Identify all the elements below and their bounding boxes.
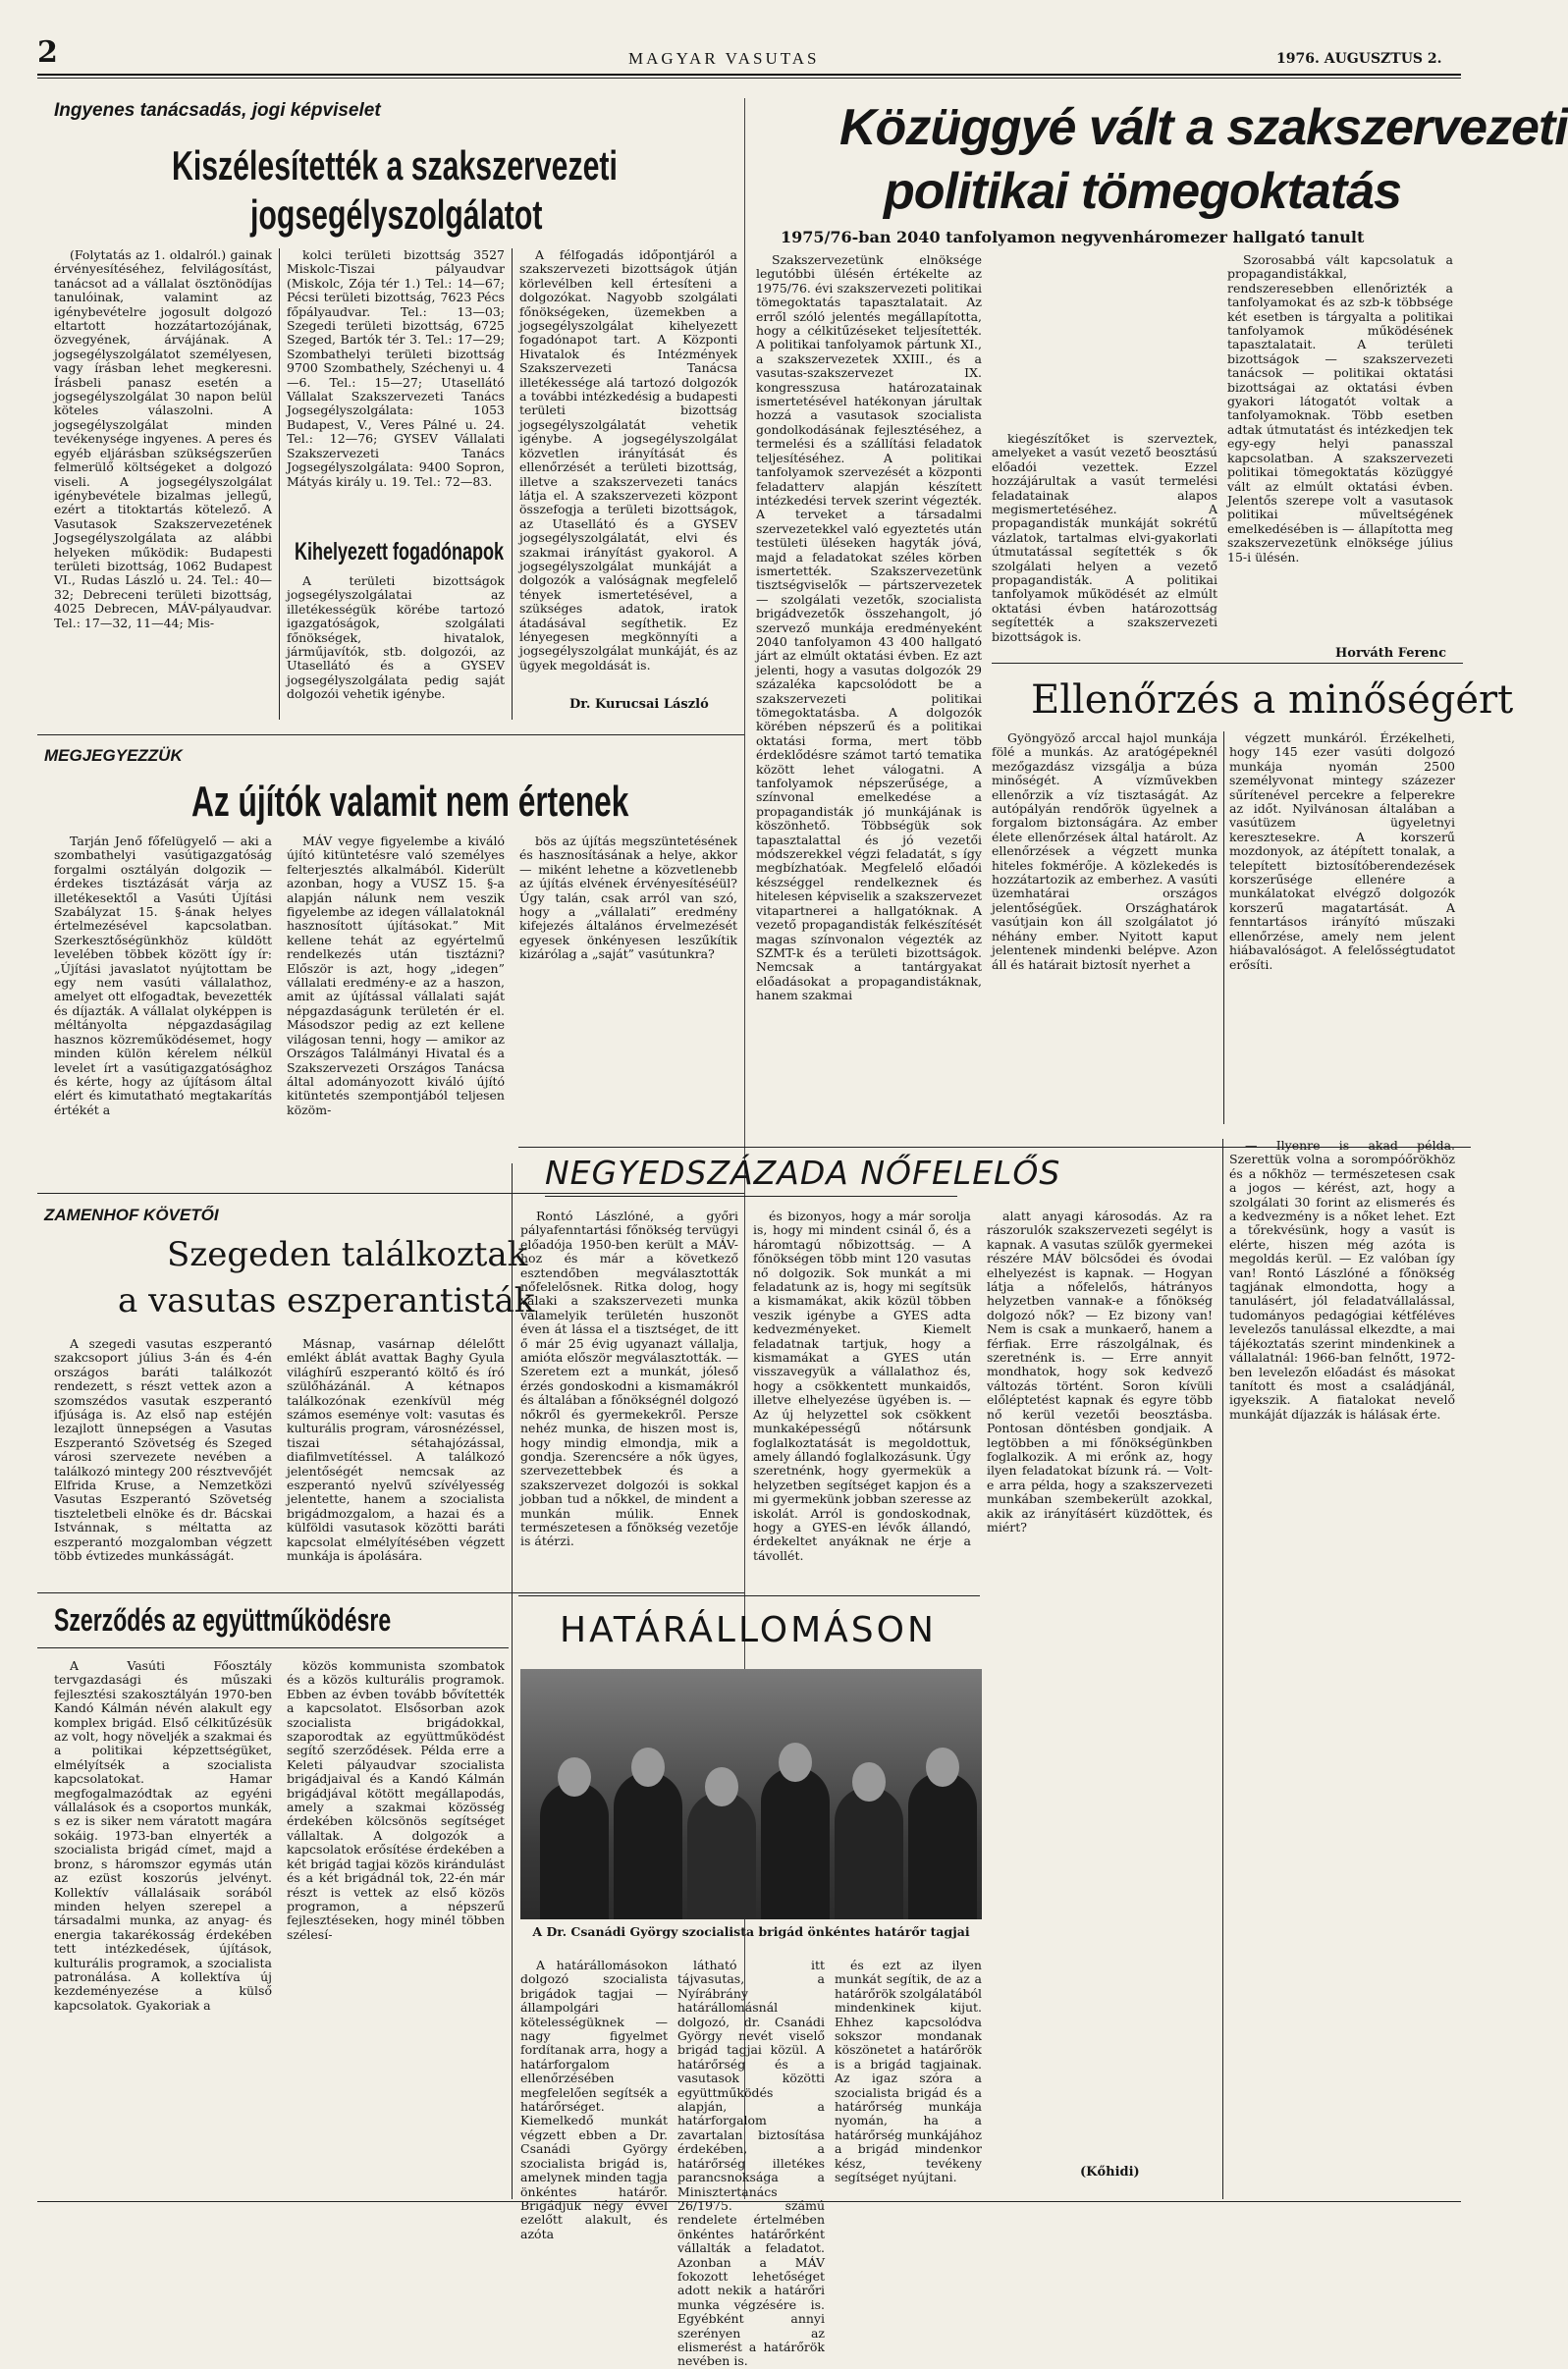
esperanto-column-1: A szegedi vasutas eszperantó szakcsoport július 3-án és 4-én országos baráti találkozót rendezett, s részt vettek azon a szomszédos vasutak eszperantó ifjúsága is. Az első nap estéjén lezajlott ünnepségen a Vasutas Eszperantó Szövetség és Szeged városi szervezete nevében a találkozó mintegy 200 résztvevőjét Elfrida Kruse, a Nemzetközi Vasutas Eszperantó Szövetség tiszteletbeli elnöke és dr. Bácskai Istvánnak, s méltatta az eszperantó mozgalomban végzett több évtizedes munkásságát. (54, 1336, 272, 1564)
cooperation-column-1: A Vasúti Főosztály tervgazdasági és műszaki fejlesztési szakosztályán 1970-ben Kandó Kálmán névén alakult egy komplex brigád. Első célkitűzésük az volt, hogy növeljék a szakmai és a politikai képzettségüket, elmélyítsék a szocialista kapcsolatokat. Hamar megfogalmazódtak az egyéni vállalások és a csoportos munkák, s ez is siker nem váratott magára sokáig. 1973-ban elnyerték a szocialista brigád címet, majd a bronz, s háromszor egymás után az ezüst koszorús jelvényt. Kollektív vállalásaik sorából minden helyen szerepel a társadalmi munka, az anyag- és energia takarékosság érdekében tett intézkedések, újítások, kulturális programok, a szocialista patronálása. A kollektíva új kezdeményezése a külső kapcsolatok. Gyakoriak a (54, 1658, 272, 2013)
border-title: HATÁRÁLLOMÁSON (560, 1610, 937, 1650)
page-number: 2 (37, 35, 58, 70)
politics-subtitle: 1975/76-ban 2040 tanfolyamon negyvenháromezer hallgató tanult (781, 228, 1365, 246)
border-column-1: A határállomásokon dolgozó szocialista brigádok tagjai — állampolgári kötelességüknek — nagy figyelmet fordítanak arra, hogy a határforgalom ellenőrzésében megfelelően segítsék a határőrséget. Kiemelkedő munkát végzett ebben a Dr. Csanádi György szocialista brigád is, amelynek minden tagja önkéntes határőr. Brigádjuk négy évvel ezelőtt alakult, és azóta (520, 1958, 668, 2241)
cooperation-title: Szerződés az együttműködésre (54, 1602, 392, 1638)
esperanto-column-2: Másnap, vasárnap délelőtt emlékt áblát avattak Baghy Gyula világhírű eszperantó költő és író szülőházánál. A kétnapos találkozónak ezenkívül még számos eseménye volt: vasutas és kulturális program, városnézéssel, tiszai sétahajózással, diafilmvetítéssel. A találkozó jelentőségét nemcsak az eszperantó nyelvű szívélyesség jelentette, hanem a szocialista brigádmozgalom, a hazai és a külföldi vasutasok közötti baráti kapcsolat elmélyítésében végzett munkája is ápolására. (287, 1336, 505, 1564)
legal-column-3: A félfogadás időpontjáról a szakszervezeti bizottságok útján körlevélben kell értesíteni a dolgozókat. Nagyobb szolgálati főnökségeken, üzemekben a jogsegélyszolgálat kihelyezett fogadónapot tart. A Központi Hivatalok és Intézmények Szakszervezeti Tanácsa illetékessége alá tartozó dolgozók a további intézkedésig a budapesti területi bizottság jogsegélyszolgálatát vehetik igénybe. A jogsegélyszolgálat közvetlen irányítását és ellenőrzését a területi bizottság, illetve a szakszervezeti tanács látja el. A szakszervezeti központ összefogja a területi bizottságok, az Utasellátó és a GYSEV jogsegélyszolgálatát, elvi és szakmai irányítást gyakorol. A jogsegélyszolgálat munkáját a dolgozók a valóságnak megfelelő tények ismertetésével, a szükséges adatok, iratok átadásával segíthetik. Ez lényegesen megkönnyíti a jogsegélyszolgálat munkáját, és az ügyek megoldását is. (519, 247, 737, 673)
issue-date: 1976. AUGUSZTUS 2. (1276, 51, 1442, 67)
legal-column-2: kolci területi bizottság 3527 Miskolc-Tiszai pályaudvar (Miskolc, Zója tér 1.) Tel.: 14—67; Pécsi területi bizottság, 7623 Pécs főpályaudvar. Tel.: 13—03; Szegedi területi bizottság, 6725 Szeged, Bartók tér 3. Tel.: 17—29; Szombathelyi területi bizottság 9700 Szombathely, Széchenyi u. 4—6. Tel.: 15—27; Utasellátó Vállalat Szakszervezeti Tanács Jogsegélyszolgálata: 1053 Budapest, V., Veres Pálné u. 24. Tel.: 12—76; GYSEV Vállalati Szakszervezeti Tanács Jogsegélyszolgálata: 9400 Sopron, Mátyás király u. 19. Tel.: 72—83. (287, 247, 505, 489)
legal-title-line1: Kiszélesítették a szakszervezeti (172, 142, 618, 188)
inspection-title: Ellenőrzés a minőségért (1031, 677, 1514, 723)
politics-title-line1: Közüggyé vált a szakszervezeti (839, 99, 1568, 156)
women-column-4-cont: — Ilyenre is akad példa. Szerettük volna a sorompóőrökhöz és a nőkhöz — természetesen csak a jogos — kérést, azt, hogy a szolgálati 30 forint az elismerés és a kedvezmény is a nőket lehet. Ezt a tőrekvésünk, hogy a vasút is elérte, hiszen még azóta is megoldás kerül. — Ez valóban így van! Rontó Lászlóné a főnökség tagjának elmondotta, hogy a tanulásért, jól feladatvállalással, tudományos pedagógiai kétféléves levelezős tanulással elkezdte, a mai tájékoztatás szerint mindenkinek a vállalatnál: 1966-ban felnőtt, 1972-ben levelezőn előadást és másokat tanított és most a családjánál, igyekszik. A fiatalokat nevelő munkáját díjazzák is hálásak érte. (1229, 1138, 1455, 1422)
innovators-column-3: bös az újítás megszüntetésének és hasznosításának a helye, akkor — miként lehetne a közvetlenebb az újítás elvének érvényesítéséül? Úgy talán, csak arról van szó, hogy a „vállalati” eredmény kifejezés általános érvelmezését egyesek önkényesen leszűkítik kizárólag a „saját” vasútunkra? (519, 834, 737, 962)
women-title: NEGYEDSZÁZADA NŐFELELŐS (545, 1154, 1061, 1192)
politics-author: Horváth Ferenc (1335, 646, 1447, 661)
esperanto-title-line2: a vasutas eszperantisták (118, 1281, 535, 1320)
innovators-column-1: Tarján Jenő főfelügyelő — aki a szombathelyi vasútigazgatóság forgalmi osztályán dolgozik — érdekes tisztázását várja az illetékesektől a Vasúti Újítási Szabályzat 15. §-ának helyes értelmezésével kapcsolatban. Szerkesztőségünkhöz küldött levelében többek között így ír: „Újítási javaslatot nyújtottam be egy nem vasúti vállalathoz, amelyet ott elfogadtak, bevezették és díjazták. A vállalat olyképpen is méltányolta népgazdaságilag hasznos közreműködésemet, hogy minden külön kérelem nélkül levelet írt a vasútigazgatósághoz és kérte, hogy az újításom által elért és kimutatható megtakarítás értékét a (54, 834, 272, 1117)
women-author: (Kőhidi) (1080, 2165, 1140, 2180)
legal-column-2b: A területi bizottságok jogsegélyszolgálatai az illetékességük körébe tartozó igazgatóságok, szolgálati főnökségek, hivatalok, járműjavítók, stb. dolgozói, az Utasellátó és a GYSEV jogsegélyszolgálata pedig saját dolgozói vehetik igénybe. (287, 573, 505, 702)
inspection-column-2: végzett munkáról. Érzékelheti, hogy 145 ezer vasúti dolgozó munkája nyomán 2500 személyvonat mintegy százezer sűrítenével percekre a felperekre az időt. Nyilvánosan általában a vasútüzem ügyeletnyi keresztesekre. A korszerű mozdonyok, az átépített tonalak, a telepített biztosítóberendezések korszerűsége ellenére a munkálatokat elvégző dolgozók korszerű magatartását. A fenntartásos irányító műszaki ellenőrzése, amely nem jelent hiábavalóságot. A felelősségtudatot erősíti. (1229, 730, 1455, 972)
women-column-2: és bizonyos, hogy a már sorolja is, hogy mi mindent csinál ő, és a háromtagú nőbizottság. — A főnökségen több mint 120 vasutas nő dolgozik. Sok munkát a mi feladatunk az is, hogy mi segítsük a kismamákat, akik közül többen veszik igénybe a GYES adta kedvezményeket. Kiemelt feladatnak tartjuk, hogy a kismamákat a GYES után visszavegyük a vállalathoz és, hogy a csökkentett munkaidős, illetve elhelyezése ügyében is. — Az új helyzettel sok csökkent munkaképességű nőtársunk foglalkoztatását is megoldottuk, amely állandó foglalkozásunk. Úgy szeretnénk, hogy gyermekük a helyzetben segítséget kapjon és a mi gyermekünk jobban szeresse az iskolát. Arról is gondoskodnak, hogy a GYES-en lévők állandó, érdekeltet anyáknak ne érje a távollét. (753, 1209, 971, 1563)
innovators-title: Az újítók valamit nem értenek (191, 778, 629, 826)
esperanto-title-line1: Szegeden találkoztak (167, 1235, 528, 1274)
politics-column-2: kiegészítőket is szerveztek, amelyeket a vasút vezető beosztású előadói vezettek. Ezzel hozzájárultak a vasút termelési feladatainak alapos megismertetéséhez. A propagandisták munkáját sokrétű vázlatok, tartalmas elvi-gyakorlati útmutatással segítették s ők szolgálati helyen a vezető propagandisták. A politikai tanfolyamok működését az elmúlt oktatási évben határozottság segítették a szakszervezeti bizottságok is. (992, 431, 1217, 644)
innovators-kicker: MEGJEGYEZZÜK (44, 746, 183, 765)
legal-author: Dr. Kurucsai László (569, 697, 709, 712)
women-column-1: Rontó Lászlóné, a győri pályafenntartási főnökség tervügyi előadója 1950-ben került a MÁV-hoz és már a következő esztendőben megválasztották nőfelelősnek. Ritka dolog, hogy valaki a szakszervezeti munka valamelyik területén huszonöt éven át lássa el a tisztséget, de itt ő már 25 évig ugyanazt vállalja, amióta először megválasztották. — Szeretem ezt a munkát, jóleső érzés gondoskodni a kismamákról és általában a főnökségnél dolgozó nőkről és gyermekekről. Persze nehéz munka, de hiszen most is, hogy mindig elmondja, mik a gondja. Szerencsére a nők ügyes, szervezettebbek és a szakszervezet dolgozói is sokkal jobban tud a nőkkel, de mindent a munkán múlik. Ennek természetesen a főnökség vezetője is átérzi. (520, 1209, 738, 1549)
legal-column-1: (Folytatás az 1. oldalról.) gainak érvényesítéséhez, felvilágosítást, tanácsot ad a vállalat ösztönödíjas tanulóinak, valamint az igénybevételre jogosult dolgozó eltartott hozzátartozójának, özvegyének, árvájának. A jogsegélyszolgálatot személyesen, vagy írásban lehet megkeresni. Írásbeli panasz esetén a jogsegélyszolgálat 30 napon belül köteles válaszolni. A jogsegélyszolgálat minden tevékenysége ingyenes. A peres és egyéb eljárásban szükségszerűen felmerülő költségeket a dolgozó viseli. A jogsegélyszolgálat igénybevétele bizalmas jellegű, ezért a titoktartás kötelező. A Vasutasok Szakszervezetének Jogsegélyszolgálata az alábbi helyeken működik: Budapesti területi bizottság, 1062 Budapest VI., Rudas László u. 24. Tel.: 40—32; Debreceni területi bizottság, 4025 Debrecen, MÁV-pályaudvar. Tel.: 17—32, 11—44; Mis- (54, 247, 272, 630)
border-column-2: látható itt tájvasutas, a Nyírábrány határállomásnál dolgozó, dr. Csanádi György nevét viselő brigád tagjai közül. A határőrség és a vasutasok közötti együttműködés alapján, a határforgalom zavartalan biztosítása érdekében, a határőrség illetékes parancsnoksága a Minisztertanács 26/1975. számú rendelete értelmében önkéntes határőrként vállalták a feladatot. Azonban a MÁV fokozott lehetőséget adott nekik a határőri munka végzésére is. Egyébként annyi szerényen az elismerést a határőrök nevében is. (677, 1958, 825, 2369)
legal-subheading: Kihelyezett fogadónapok (295, 538, 505, 565)
inspection-column-1: Gyöngyöző arccal hajol munkája fölé a munkás. Az aratógépeknél mezőgazdász vizsgálja a búza minőségét. A vízművekben ellenőrzik a víz tisztaságát. Az autópályán rendőrök ügyelnek a forgalom biztonságára. Az ember élete ellenőrzések által határolt. Az ellenőrzések a végzett munka hiteles fokmérője. A közlekedés is hozzátartozik az emberhez. A vasúti üzemhatárai országos jelentőségűek. Országhatárok vasútjain kon áll szolgálatot jó néhány ember. Nyitott kaput jelentenek mindenki belépve. Azon áll és határait biztosít nyerhet a (992, 730, 1217, 972)
legal-title-line2: jogsegélyszolgálatot (250, 191, 543, 238)
photo-caption: A Dr. Csanádi György szocialista brigád önkéntes határőr tagjai (532, 1924, 970, 1939)
politics-column-1: Szakszervezetünk elnöksége legutóbbi ülésén értékelte az 1975/76. évi szakszervezeti politikai tömegoktatás tapasztalatait. Az erről szóló jelentés megállapította, hogy a célkitűzéseket teljesítették. A politikai tanfolyamok pártunk XI., a szakszervezetek XXIII., és a vasutas-szakszervezet IX. kongresszusa határozatainak ismertetésével hatékonyan járultak hozzá a vasutasok szocialista gondolkodásának fejlesztéséhez, a termelési és a szállítási feladatok teljesítéséhez. A politikai tanfolyamok szervezését a központi feladatterv alapján készített intézkedési tervek szerint végezték. A terveket a társadalmi szervezetekkel való egyeztetés után testületi üléseken hagyták jóvá, majd a feladatokat széles körben ismertették. Szakszervezetünk tisztségviselők — pártszervezetek — szolgálati vezetők, szocialista brigádvezetők összehangolt, jó szervező munkája eredményeként 2040 tanfolyamon 43 400 hallgató járt az elmúlt oktatási évben. Ez azt jelenti, hogy a vasutas dolgozók 29 százaléka kapcsolódott be a szakszervezeti politikai tömegoktatásba. A dolgozók körében népszerű és a politikai oktatási forma, mert több érdeklődésre számot tartó tematika között lehet válogatni. A tanfolyamok népszerűsége, a színvonal emelkedése a propagandisták jó munkájának is köszönhető. Többségük sok tapasztalattal és jó vezetői módszerekkel végzi feladatát, s így megbízhatóak. Megfelelő előadói készséggel rendelkeznek és hitelesen képviselik a szakszervezet vitapartnerei a hallgatóknak. A vezető propagandisták felkészítését magas színvonalon végezték az SZMT-k és a területi bizottságok. Nemcsak a tantárgyakat előadásokat a propagandistáknak, hanem szakmai (756, 252, 982, 1003)
paper-name: MAGYAR VASUTAS (628, 49, 820, 68)
border-column-3: és ezt az ilyen munkát segítik, de az a határőrök szolgálatából mindenkinek kijut. Ehhez kapcsolódva sokszor mondanak köszönetet a határőrök is a brigád tagjainak. Az igaz szóra a szocialista brigád és a határőrség munkája nyomán, ha a határőrség munkájához a brigád mindenkor kész, tevékeny segítséget nyújtani. (835, 1958, 982, 2185)
innovators-column-2: MÁV vegye figyelembe a kiváló újító kitüntetésre való személyes felterjesztés alkalmából. Kiderült azonban, hogy a VUSZ 15. §-a alapján nálunk nem veszik figyelembe az idegen vállalatoknál hasznosított újításokat.” Mit kellene tehát az egyértelmű rendelkezés után tisztázni? Először is azt, hogy „idegen” vállalati eredmény-e az a haszon, amit az újítással vállalati saját népgazdaságunk területén ér el. Másodszor pedig az ezt kellene világosan tenni, hogy — amikor az Országos Találmányi Hivatal és a Szakszervezeti Országos Tanácsa által adományozott kiváló újító kitüntetés szempontjából teljesen közöm- (287, 834, 505, 1117)
esperanto-kicker: ZAMENHOF KÖVETŐI (44, 1206, 219, 1224)
women-column-3: alatt anyagi károsodás. Az ra rászorulók szakszervezeti segélyt is kapnak. A vasutas szülők gyermekei részére MÁV bölcsődei és óvodai elhelyezést is kapnak. — Hogyan látja a nőfelelős, hátrányos helyzetben vannak-e a főnökség dolgozó nők? — Ez bizony van! Nem is csak a munkaerő, hanem a férfiak. Erre rászolgálnak, és szeretnénk is. — Erre annyit mondhatok, hogy sok kedvező változás történt. Soron kívüli előléptetést kapnak és egyre több nő kerül vezetői beosztásba. Pontosan döntésben gondjaik. A legtöbben a mi főnökségünkben foglalkozik. A mi erőnk az, hogy ilyen feladatokat bízunk rá. — Volt-e arra példa, hogy a szakszervezeti munkában szembekerült azokkal, akik az irányításért küzdöttek, és miért? (987, 1209, 1213, 1534)
legal-kicker: Ingyenes tanácsadás, jogi képviselet (54, 100, 381, 121)
brigade-photo (520, 1669, 982, 1919)
politics-title-line2: politikai tömegoktatás (884, 163, 1401, 220)
cooperation-column-2: közös kommunista szombatok és a közös kulturális programok. Ebben az évben tovább bővítették a kapcsolatot. Elsősorban azok szocialista brigádokkal, szaporodtak az együttműködést segítő szerződések. Példa erre a Keleti pályaudvar szocialista brigádjaival és a Kandó Kálmán brigádjával kötött megállapodás, amely a szakmai közösség érdekében kölcsönös segítséget vállaltak. A dolgozók a kapcsolatok erősítése érdekében a két brigád tagjai közös kirándulást és a két brigádnál tok, 22-én már részt is vettek az első közös programon, a népszerű fejlesztéseken, hogy minél többen szélesí- (287, 1658, 505, 1942)
politics-column-3: Szorosabbá vált kapcsolatuk a propagandistákkal, rendszeresebben ellenőrizték a tanfolyamokat és az szb-k többsége két esetben is tárgyalta a politikai tanfolyamok működésének tapasztalatait. A területi bizottságok — szakszervezeti tanácsok — politikai oktatási bizottságai az oktatási évben gyakori látogatót voltak a tanfolyamoknak. Több esetben adtak útmutatást és intézkedjen tek egy-egy helyi panasszal kapcsolatban. A szakszervezeti politikai tömegoktatás közüggyé vált az elmúlt oktatási évben. Jelentős szerepe volt a vasutasok politikai műveltségének emelkedésében is — állapította meg szakszervezetünk elnöksége július 15-i ülésén. (1227, 252, 1453, 565)
